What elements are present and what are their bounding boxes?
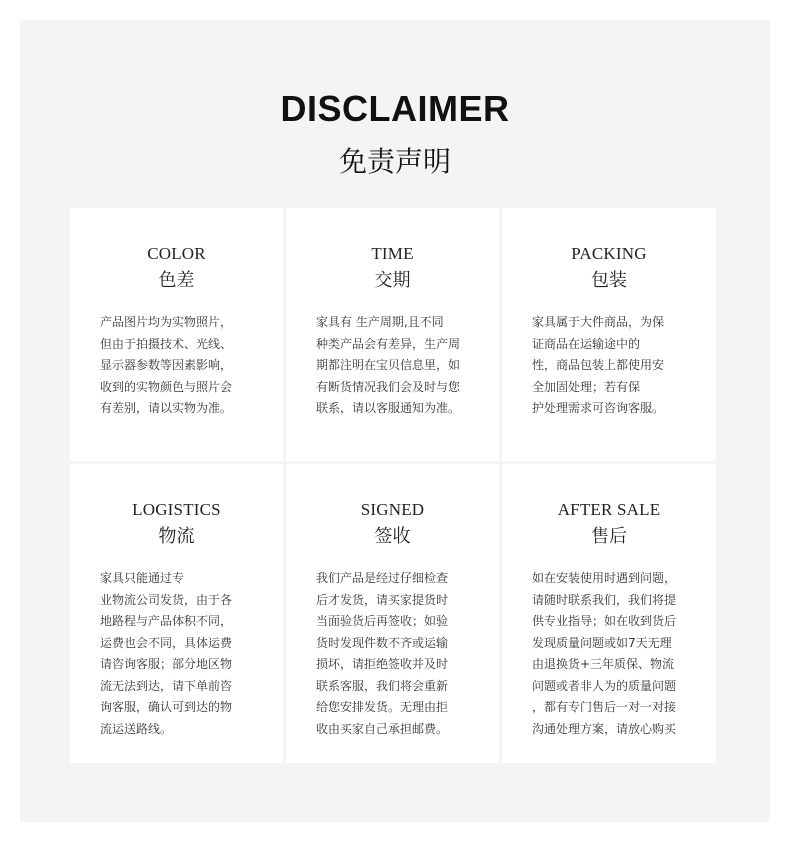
card-text-line: 运费也会不同，具体运费 [100, 635, 233, 650]
page-title-en: DISCLAIMER [280, 88, 510, 129]
card-after-sale [502, 464, 716, 763]
card-text-line: 询客服，确认可到达的物 [100, 700, 233, 714]
card-text-line: 地路程与产品体积不同， [100, 614, 233, 628]
card-title-cn: 交期 [374, 270, 411, 291]
card-signed [286, 464, 499, 763]
card-text-line: 流运送路线。 [100, 721, 173, 736]
card-text-line: 发现质量问题或如7天无理 [532, 635, 672, 650]
card-text-line: 收由买家自己承担邮费。 [316, 721, 449, 736]
card-text-line: 显示器参数等因素影响， [100, 358, 233, 372]
card-title-cn: 签收 [374, 526, 411, 547]
card-text-line: 全加固处理；若有保 [532, 379, 641, 394]
card-text-line: 请咨询客服；部分地区物 [100, 657, 233, 671]
card-text-line: 给您安排发货。无理由拒 [316, 700, 449, 714]
card-text-line: 收到的实物颜色与照片会 [100, 379, 233, 394]
card-packing [502, 208, 716, 461]
card-title-en: AFTER SALE [557, 500, 661, 519]
card-body [100, 312, 263, 420]
card-text-line: 期都注明在宝贝信息里，如 [316, 358, 461, 372]
card-title-en: PACKING [571, 244, 647, 263]
card-text-line: 供专业指导；如在收到货后 [532, 614, 677, 628]
card-text-line: 由退换货+三年质保、物流 [532, 657, 675, 671]
card-text-line: 当面验货后再签收；如验 [316, 614, 449, 628]
card-body [316, 568, 479, 740]
card-text-line: ，都有专门售后一对一对接 [532, 700, 677, 714]
card-text-line: 联系，请以客服通知为准。 [316, 401, 461, 415]
card-body [100, 568, 263, 740]
card-text-line: 但由于拍摄技术、光线、 [100, 336, 233, 351]
disclaimer-grid [70, 208, 716, 766]
card-logistics [70, 464, 283, 763]
card-text-line: 如在安装使用时遇到问题， [532, 571, 677, 585]
card-text-line: 种类产品会有差异，生产周 [316, 336, 461, 351]
card-text-line: 产品图片均为实物照片， [100, 315, 233, 329]
card-text-line: 性，商品包装上都使用安 [532, 358, 665, 372]
card-time [286, 208, 499, 461]
card-text-line: 证商品在运输途中的 [532, 336, 641, 351]
card-text-line: 流无法到达，请下单前咨 [100, 678, 233, 693]
card-text-line: 有断货情况我们会及时与您 [316, 379, 461, 394]
card-title-cn: 色差 [158, 270, 195, 291]
card-text-line: 损坏，请拒绝签收并及时 [316, 657, 449, 671]
page-title-cn: 免责声明 [338, 145, 451, 178]
card-text-line: 有差别，请以实物为准。 [100, 401, 233, 415]
card-text-line: 后才发货，请买家提货时 [316, 592, 449, 607]
card-title-en: TIME [371, 244, 414, 263]
card-text-line: 请随时联系我们，我们将提 [532, 592, 677, 607]
card-text-line: 货时发现件数不齐或运输 [316, 635, 449, 650]
card-text-line: 家具只能通过专 [100, 571, 185, 585]
card-body [316, 312, 479, 420]
card-body [532, 312, 696, 420]
card-text-line: 家具属于大件商品，为保 [532, 315, 665, 329]
card-text-line: 沟通处理方案，请放心购买 [532, 721, 677, 736]
card-title-cn: 物流 [158, 526, 195, 547]
card-text-line: 联系客服，我们将会重新 [316, 678, 449, 693]
card-text-line: 家具有 生产周期,且不同 [316, 315, 444, 329]
card-text-line: 护处理需求可咨询客服。 [532, 401, 665, 415]
card-text-line: 我们产品是经过仔细检查 [316, 571, 449, 585]
card-text-line: 问题或者非人为的质量问题 [532, 678, 677, 693]
card-title-cn: 包装 [591, 270, 627, 291]
card-title-en: COLOR [147, 244, 206, 263]
card-text-line: 业物流公司发货，由于各 [100, 592, 233, 607]
card-color [70, 208, 283, 461]
card-title-en: SIGNED [360, 500, 425, 519]
card-body [532, 568, 696, 740]
card-title-en: LOGISTICS [132, 500, 221, 519]
card-title-cn: 售后 [591, 526, 627, 547]
